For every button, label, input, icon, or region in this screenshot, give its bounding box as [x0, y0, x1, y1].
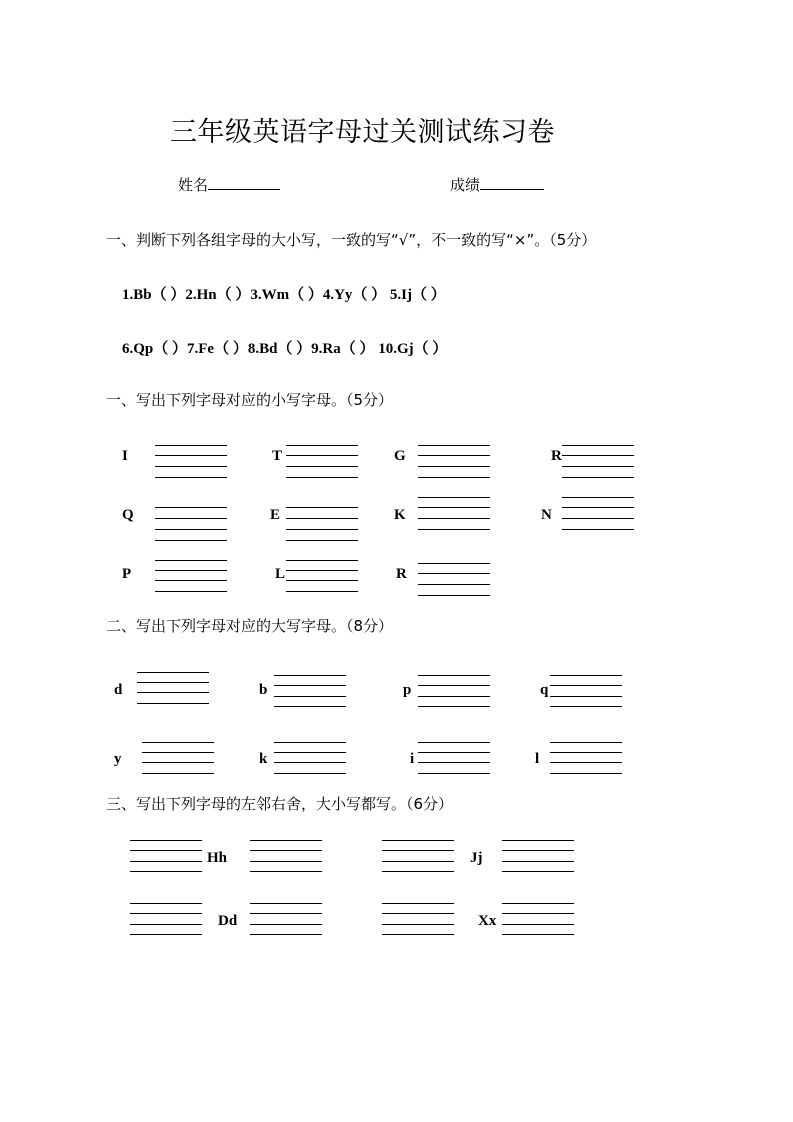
writing-line	[382, 903, 454, 904]
section2-heading: 一、写出下列字母对应的小写字母。（5分）	[106, 391, 394, 409]
writing-line	[155, 540, 227, 541]
writing-line	[562, 507, 634, 508]
writing-line	[137, 692, 209, 693]
writing-line	[250, 861, 322, 862]
writing-line	[130, 913, 202, 914]
writing-line	[130, 903, 202, 904]
lowercase-letter: y	[114, 751, 122, 767]
writing-line	[382, 871, 454, 872]
writing-line	[250, 903, 322, 904]
writing-line	[418, 529, 490, 530]
capital-letter: P	[122, 566, 132, 582]
writing-line	[155, 445, 227, 446]
capital-letter: I	[122, 448, 128, 464]
writing-line	[418, 518, 490, 519]
writing-line	[382, 861, 454, 862]
writing-line	[550, 675, 622, 676]
letter-pair: Dd	[218, 913, 238, 929]
writing-line	[382, 924, 454, 925]
score-blank[interactable]	[480, 175, 544, 190]
writing-line	[155, 529, 227, 530]
writing-line	[286, 540, 358, 541]
writing-line	[418, 445, 490, 446]
writing-line	[155, 466, 227, 467]
writing-line	[286, 529, 358, 530]
writing-line	[418, 466, 490, 467]
letter-pair: Jj	[470, 850, 483, 866]
writing-line	[550, 706, 622, 707]
writing-line	[250, 840, 322, 841]
writing-line	[130, 850, 202, 851]
page-title: 三年级英语字母过关测试练习卷	[170, 117, 555, 148]
writing-line	[274, 762, 346, 763]
writing-line	[250, 924, 322, 925]
writing-line	[562, 455, 634, 456]
writing-line	[550, 685, 622, 686]
writing-line	[418, 675, 490, 676]
writing-line	[418, 563, 490, 564]
writing-line	[550, 696, 622, 697]
writing-line	[502, 840, 574, 841]
section1-row1: 1.Bb（ ）2.Hn（ ）3.Wm（ ）4.Yy（ ） 5.Ij（ ）	[122, 287, 446, 303]
writing-line	[155, 518, 227, 519]
writing-line	[550, 742, 622, 743]
writing-line	[418, 773, 490, 774]
writing-line	[550, 752, 622, 753]
writing-line	[130, 871, 202, 872]
capital-letter: R	[551, 448, 562, 464]
writing-line	[274, 685, 346, 686]
writing-line	[274, 706, 346, 707]
writing-line	[418, 706, 490, 707]
score-label: 成绩	[450, 176, 481, 194]
writing-line	[562, 445, 634, 446]
writing-line	[274, 742, 346, 743]
writing-line	[155, 591, 227, 592]
capital-letter: Q	[122, 507, 134, 523]
section1-row2: 6.Qp（ ）7.Fe（ ）8.Bd（ ）9.Ra（ ） 10.Gj（ ）	[122, 341, 448, 357]
capital-letter: E	[270, 507, 281, 523]
writing-line	[418, 752, 490, 753]
writing-line	[130, 840, 202, 841]
writing-line	[142, 762, 214, 763]
capital-letter: N	[541, 507, 552, 523]
writing-line	[286, 518, 358, 519]
lowercase-letter: b	[259, 682, 268, 698]
writing-line	[502, 913, 574, 914]
capital-letter: G	[394, 448, 406, 464]
writing-line	[418, 477, 490, 478]
writing-line	[137, 703, 209, 704]
name-label: 姓名	[178, 176, 209, 194]
capital-letter: L	[275, 566, 286, 582]
writing-line	[418, 497, 490, 498]
capital-letter: R	[396, 566, 407, 582]
writing-line	[418, 595, 490, 596]
letter-pair: Hh	[207, 850, 228, 866]
writing-line	[155, 570, 227, 571]
writing-line	[502, 903, 574, 904]
writing-line	[382, 913, 454, 914]
name-field[interactable]	[178, 174, 280, 195]
writing-line	[286, 445, 358, 446]
writing-line	[418, 696, 490, 697]
writing-line	[502, 871, 574, 872]
writing-line	[142, 773, 214, 774]
writing-line	[250, 871, 322, 872]
section4-heading: 三、写出下列字母的左邻右舍，大小写都写。（6分）	[106, 795, 454, 813]
writing-line	[274, 696, 346, 697]
writing-line	[250, 934, 322, 935]
score-field[interactable]	[450, 174, 544, 195]
writing-line	[137, 672, 209, 673]
writing-line	[155, 477, 227, 478]
writing-line	[286, 466, 358, 467]
writing-line	[142, 742, 214, 743]
writing-line	[250, 913, 322, 914]
writing-line	[286, 507, 358, 508]
writing-line	[418, 573, 490, 574]
writing-line	[502, 850, 574, 851]
section1-heading: 一、判断下列各组字母的大小写，一致的写“√”，不一致的写“×”。（5分）	[106, 231, 597, 249]
lowercase-letter: i	[410, 751, 415, 767]
lowercase-letter: p	[403, 682, 412, 698]
letter-pair: Xx	[478, 913, 497, 929]
writing-line	[382, 850, 454, 851]
writing-line	[155, 560, 227, 561]
lowercase-letter: q	[540, 682, 549, 698]
lowercase-letter: l	[535, 751, 540, 767]
writing-line	[550, 773, 622, 774]
writing-line	[155, 580, 227, 581]
writing-line	[382, 934, 454, 935]
writing-line	[130, 861, 202, 862]
writing-line	[562, 518, 634, 519]
writing-line	[562, 477, 634, 478]
section3-heading: 二、写出下列字母对应的大写字母。（8分）	[106, 617, 394, 635]
writing-line	[382, 840, 454, 841]
writing-line	[418, 685, 490, 686]
writing-line	[286, 591, 358, 592]
writing-line	[418, 742, 490, 743]
writing-line	[502, 861, 574, 862]
writing-line	[274, 752, 346, 753]
writing-line	[286, 570, 358, 571]
writing-line	[155, 507, 227, 508]
writing-line	[418, 507, 490, 508]
capital-letter: K	[394, 507, 406, 523]
capital-letter: T	[272, 448, 283, 464]
writing-line	[286, 580, 358, 581]
writing-line	[286, 477, 358, 478]
writing-line	[130, 934, 202, 935]
writing-line	[137, 682, 209, 683]
lowercase-letter: d	[114, 682, 123, 698]
writing-line	[274, 675, 346, 676]
writing-line	[562, 529, 634, 530]
writing-line	[562, 497, 634, 498]
writing-line	[418, 584, 490, 585]
name-blank[interactable]	[208, 175, 280, 190]
writing-line	[130, 924, 202, 925]
writing-line	[155, 455, 227, 456]
lowercase-letter: k	[259, 751, 268, 767]
writing-line	[274, 773, 346, 774]
writing-line	[142, 752, 214, 753]
writing-line	[502, 924, 574, 925]
writing-line	[286, 560, 358, 561]
writing-line	[502, 934, 574, 935]
writing-line	[286, 455, 358, 456]
writing-line	[562, 466, 634, 467]
writing-line	[418, 455, 490, 456]
writing-line	[550, 762, 622, 763]
writing-line	[418, 762, 490, 763]
writing-line	[250, 850, 322, 851]
